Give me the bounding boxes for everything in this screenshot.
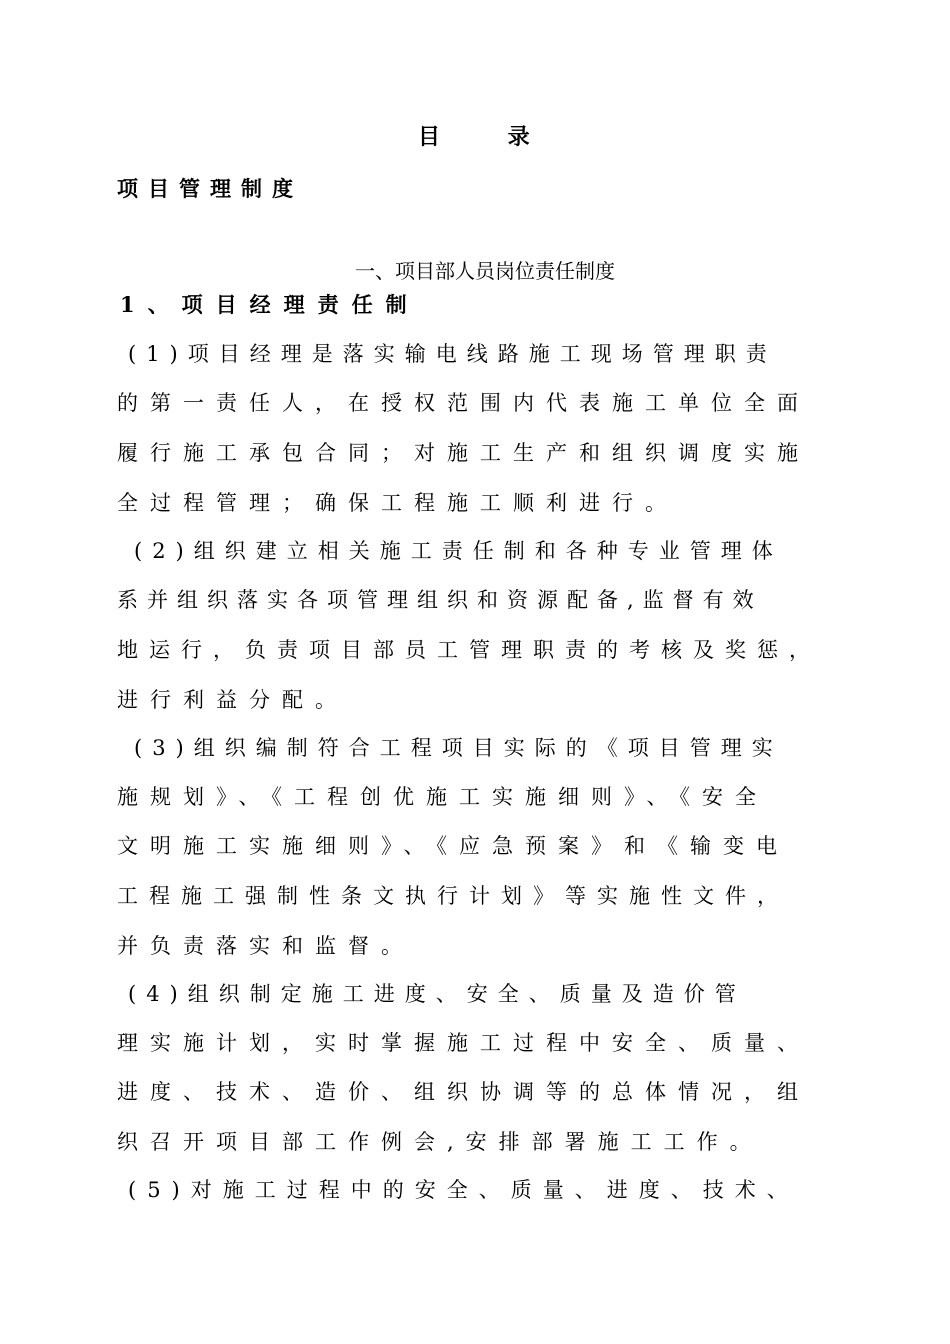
- paragraph-line: 履行施工承包合同；对施工生产和组织调度实施: [117, 441, 810, 465]
- paragraph-line: 并负责落实和监督。: [117, 934, 414, 958]
- paragraph-line: 工程施工强制性条文执行计划》等实施性文件，: [117, 884, 789, 908]
- paragraph-line: (3)组织编制符合工程项目实际的《项目管理实: [134, 736, 783, 760]
- paragraph-line: (4)组织制定施工进度、安全、质量及造价管: [128, 982, 746, 1006]
- subsection-title: 1、项目经理责任制: [120, 292, 420, 317]
- paragraph-line: 施规划》、《工程创优施工实施细则》、《安全: [117, 785, 768, 809]
- paragraph-line: (1)项目经理是落实输电线路施工现场管理职责: [128, 342, 777, 366]
- paragraph-line: 进度、技术、造价、组织协调等的总体情况，组: [117, 1080, 810, 1104]
- paragraph-line: 织召开项目部工作例会,安排部署施工工作。: [117, 1130, 763, 1154]
- paragraph-line: 进行利益分配。: [117, 688, 348, 712]
- paragraph-line: 地运行，负责项目部员工管理职责的考核及奖惩，: [117, 638, 821, 662]
- chapter-title: 一、项目部人员岗位责任制度: [355, 259, 615, 283]
- paragraph-line: 理实施计划，实时掌握施工过程中安全、质量、: [117, 1031, 810, 1055]
- paragraph-line: 文明施工实施细则》、《应急预案》和《输变电: [117, 834, 789, 858]
- document-title: 目 录: [418, 124, 560, 150]
- paragraph-line: 全过程管理；确保工程施工顺利进行。: [117, 491, 678, 515]
- section-heading: 项目管理制度: [117, 176, 303, 201]
- paragraph-line: (5)对施工过程中的安全、质量、进度、技术、: [128, 1178, 799, 1202]
- paragraph-line: 系并组织落实各项管理组织和资源配备,监督有效: [117, 588, 763, 612]
- paragraph-line: 的第一责任人，在授权范围内代表施工单位全面: [117, 391, 810, 415]
- paragraph-line: (2)组织建立相关施工责任制和各种专业管理体: [134, 539, 783, 563]
